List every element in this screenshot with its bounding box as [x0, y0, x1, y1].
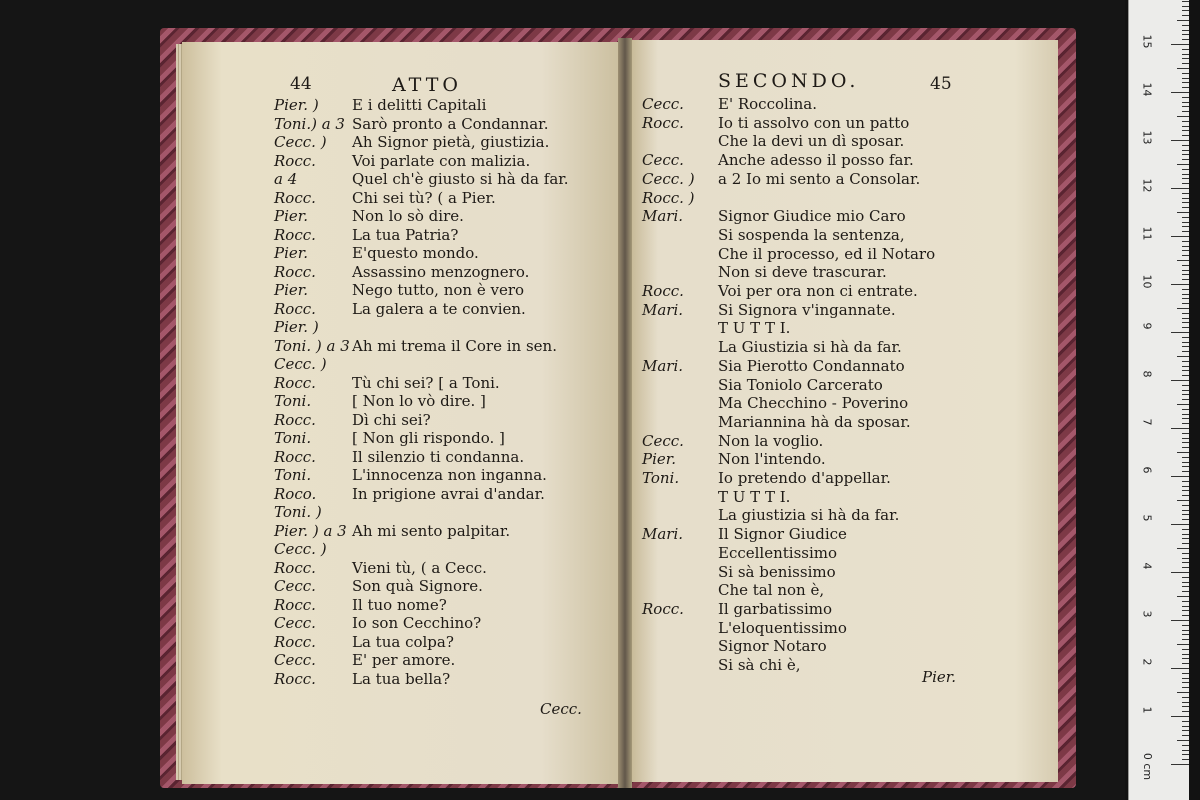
left-line-speaker: Rocc.	[274, 299, 316, 318]
ruler-tick	[1182, 193, 1189, 194]
ruler-tick	[1182, 466, 1189, 467]
ruler-tick	[1171, 284, 1189, 285]
ruler-tick	[1171, 428, 1189, 429]
ruler-tick	[1182, 327, 1189, 328]
ruler-number: 11	[1140, 226, 1154, 241]
left-line-verse: La galera a te convien.	[352, 299, 526, 318]
ruler-tick	[1171, 620, 1189, 621]
right-line-verse: L'eloquentissimo	[718, 618, 847, 637]
ruler-unit: 0 cm	[1141, 752, 1155, 781]
right-line-speaker: Rocc.	[642, 282, 684, 300]
ruler-tick	[1182, 10, 1189, 11]
right-line-verse: Signor Notaro	[718, 637, 827, 656]
ruler-tick	[1182, 58, 1189, 59]
right-catchword: Pier.	[922, 668, 957, 686]
right-line-verse: Non si deve trascurar.	[718, 263, 887, 282]
left-line-verse: Dì chi sei?	[352, 410, 431, 429]
ruler-tick	[1182, 78, 1189, 79]
left-line-speaker: Pier.	[274, 244, 309, 262]
left-line-verse: Chi sei tù? ( a Pier.	[352, 188, 496, 207]
ruler-tick	[1182, 538, 1189, 539]
ruler-tick	[1182, 130, 1189, 131]
ruler-tick	[1182, 726, 1189, 727]
left-line-verse: Assassino menzognero.	[352, 262, 530, 281]
ruler-tick	[1171, 332, 1189, 333]
right-line-verse: Eccellentissimo	[718, 543, 838, 562]
ruler-number: 14	[1140, 82, 1154, 97]
ruler-tick	[1182, 745, 1189, 746]
ruler-tick	[1182, 721, 1189, 722]
right-line-verse: Ma Checchino - Poverino	[718, 394, 909, 413]
left-line-speaker: Rocc.	[274, 669, 316, 688]
left-line-verse: Quel ch'è giusto si hà da far.	[352, 170, 569, 188]
left-line-speaker: Cecc.	[274, 651, 316, 669]
ruler-tick	[1182, 49, 1189, 50]
left-line-speaker: Toni.) a 3	[274, 114, 345, 133]
ruler-tick	[1182, 447, 1189, 448]
left-page-number: 44	[290, 74, 312, 94]
ruler-tick	[1182, 135, 1189, 136]
left-line-speaker: Rocc.	[274, 373, 316, 392]
right-line-speaker: Mari.	[642, 207, 684, 226]
right-line-verse: La Giustizia si hà da far.	[718, 338, 902, 357]
ruler-number: 10	[1140, 274, 1154, 289]
ruler-tick	[1182, 558, 1189, 559]
ruler-tick	[1171, 524, 1189, 525]
ruler-tick	[1182, 270, 1189, 271]
ruler-tick	[1182, 274, 1189, 275]
ruler-tick	[1182, 582, 1189, 583]
left-line-verse: La tua Patria?	[352, 225, 459, 244]
ruler-tick	[1182, 514, 1189, 515]
ruler-number: 4	[1140, 562, 1154, 570]
ruler-tick	[1182, 399, 1189, 400]
left-line-verse: E i delitti Capitali	[352, 96, 487, 114]
ruler-tick	[1171, 140, 1189, 141]
ruler-number: 9	[1140, 322, 1154, 330]
ruler-tick	[1182, 730, 1189, 731]
ruler-tick	[1182, 34, 1189, 35]
ruler-tick	[1182, 433, 1189, 434]
ruler-tick	[1182, 207, 1189, 208]
ruler-tick	[1182, 145, 1189, 146]
ruler-tick	[1182, 697, 1189, 698]
ruler-tick	[1182, 553, 1189, 554]
ruler-tick	[1177, 20, 1189, 21]
left-catchword: Cecc.	[540, 700, 582, 718]
ruler-tick	[1182, 591, 1189, 592]
ruler-tick	[1182, 658, 1189, 659]
ruler-tick	[1182, 375, 1189, 376]
right-line-verse: Io ti assolvo con un patto	[718, 113, 910, 132]
ruler-tick	[1182, 471, 1189, 472]
ruler-tick	[1182, 294, 1189, 295]
ruler-tick	[1182, 178, 1189, 179]
left-line-speaker: Cecc. )	[274, 540, 327, 558]
ruler-tick	[1182, 150, 1189, 151]
ruler-tick	[1182, 342, 1189, 343]
ruler-tick	[1182, 562, 1189, 563]
ruler-tick	[1177, 500, 1189, 501]
ruler-tick	[1182, 687, 1189, 688]
ruler-tick	[1182, 505, 1189, 506]
ruler-tick	[1182, 610, 1189, 611]
ruler-tick	[1177, 68, 1189, 69]
left-line-verse: Son quà Signore.	[352, 577, 483, 595]
right-line-verse: Si sà chi è,	[718, 656, 801, 674]
ruler-tick	[1182, 298, 1189, 299]
ruler-tick	[1182, 639, 1189, 640]
ruler-tick	[1182, 111, 1189, 112]
left-line-verse: Tù chi sei? [ a Toni.	[352, 373, 500, 392]
ruler-tick	[1182, 30, 1189, 31]
right-line-verse: Si sà benissimo	[718, 562, 836, 581]
ruler-tick	[1182, 222, 1189, 223]
ruler-tick	[1177, 260, 1189, 261]
ruler-tick	[1182, 711, 1189, 712]
ruler-tick	[1182, 73, 1189, 74]
left-line-speaker: Rocc.	[274, 151, 316, 170]
ruler-tick	[1177, 404, 1189, 405]
left-line-speaker: Pier.	[274, 207, 309, 225]
ruler-tick	[1182, 183, 1189, 184]
left-line-speaker: Toni. ) a 3	[274, 336, 350, 355]
left-line-verse: Ah mi trema il Core in sen.	[352, 336, 557, 355]
left-line-speaker: Toni.	[274, 429, 312, 447]
left-line-verse: [ Non gli rispondo. ]	[352, 429, 505, 447]
ruler-tick	[1182, 682, 1189, 683]
ruler-tick	[1182, 495, 1189, 496]
ruler-tick	[1177, 212, 1189, 213]
ruler-tick	[1182, 390, 1189, 391]
ruler-tick	[1171, 764, 1189, 765]
ruler-tick	[1182, 606, 1189, 607]
left-line-speaker: Rocc.	[274, 188, 316, 207]
left-line-speaker: Rocc.	[274, 632, 316, 651]
left-line-speaker: Rocc.	[274, 558, 316, 577]
ruler-tick	[1182, 654, 1189, 655]
left-line-verse: Vieni tù, ( a Cecc.	[352, 558, 487, 577]
right-line-speaker: Cecc.	[642, 151, 684, 170]
left-line-verse: Nego tutto, non è vero	[352, 281, 525, 299]
ruler-tick	[1182, 102, 1189, 103]
left-line-verse: Il tuo nome?	[352, 595, 447, 614]
ruler-tick	[1182, 174, 1189, 175]
ruler-number: 8	[1140, 370, 1154, 378]
right-line-verse: Si Signora v'ingannate.	[718, 300, 896, 319]
ruler-number: 3	[1140, 610, 1154, 618]
ruler-number: 7	[1140, 418, 1154, 426]
ruler-tick	[1182, 87, 1189, 88]
ruler-tick	[1182, 337, 1189, 338]
left-line-speaker: Rocc.	[274, 225, 316, 244]
left-line-speaker: Pier. )	[274, 96, 319, 114]
ruler-tick	[1182, 438, 1189, 439]
ruler-tick	[1182, 255, 1189, 256]
ruler-tick	[1182, 54, 1189, 55]
left-line-speaker: Rocc.	[274, 595, 316, 614]
ruler-number: 1	[1140, 706, 1154, 714]
ruler-number: 5	[1140, 514, 1154, 522]
ruler-tick	[1182, 265, 1189, 266]
ruler-tick	[1182, 702, 1189, 703]
ruler-tick	[1182, 313, 1189, 314]
right-line-speaker: Cecc.	[642, 431, 684, 450]
right-line-speaker: Mari.	[642, 300, 684, 319]
ruler-tick	[1182, 82, 1189, 83]
ruler-tick	[1182, 759, 1189, 760]
ruler-tick	[1182, 1, 1189, 2]
right-line-verse: Si sospenda la sentenza,	[718, 225, 905, 244]
left-line-verse: Ah mi sento palpitar.	[352, 521, 511, 540]
right-page-header: SECONDO.	[718, 70, 860, 92]
ruler-tick	[1182, 423, 1189, 424]
ruler-tick	[1182, 462, 1189, 463]
left-line-speaker: a 4	[274, 170, 298, 188]
ruler-tick	[1182, 318, 1189, 319]
ruler-tick	[1182, 121, 1189, 122]
ruler-tick	[1177, 164, 1189, 165]
left-line-speaker: Pier. )	[274, 318, 319, 336]
ruler-tick	[1177, 644, 1189, 645]
ruler-tick	[1182, 25, 1189, 26]
ruler-tick	[1182, 279, 1189, 280]
ruler-tick	[1182, 490, 1189, 491]
ruler-tick	[1182, 486, 1189, 487]
right-line-speaker: Cecc. )	[642, 169, 695, 188]
ruler-tick	[1182, 673, 1189, 674]
ruler-tick	[1182, 634, 1189, 635]
left-line-verse: Io son Cecchino?	[352, 614, 482, 632]
ruler-tick	[1182, 126, 1189, 127]
left-line-verse: La tua bella?	[352, 669, 451, 688]
ruler-tick	[1182, 366, 1189, 367]
ruler-tick	[1182, 615, 1189, 616]
ruler-tick	[1182, 303, 1189, 304]
ruler-tick	[1171, 236, 1189, 237]
ruler-tick	[1177, 740, 1189, 741]
ruler-tick	[1182, 97, 1189, 98]
right-line-speaker: Rocc.	[642, 599, 684, 618]
ruler-tick	[1177, 692, 1189, 693]
ruler-tick	[1182, 754, 1189, 755]
left-line-speaker: Toni. )	[274, 503, 322, 521]
ruler-tick	[1182, 567, 1189, 568]
ruler-tick	[1182, 678, 1189, 679]
ruler-tick	[1182, 226, 1189, 227]
ruler-tick	[1182, 409, 1189, 410]
left-page-header: ATTO	[392, 74, 462, 96]
right-line-verse: Sia Toniolo Carcerato	[718, 375, 883, 394]
ruler-tick	[1182, 543, 1189, 544]
ruler-number: 6	[1140, 466, 1154, 474]
ruler-tick	[1171, 476, 1189, 477]
ruler-tick	[1182, 39, 1189, 40]
ruler-tick	[1182, 442, 1189, 443]
ruler-tick	[1182, 630, 1189, 631]
left-line-verse: Non lo sò dire.	[352, 207, 464, 225]
left-line-verse: La tua colpa?	[352, 632, 454, 651]
right-line-verse: Che il processo, ed il Notaro	[718, 244, 936, 263]
ruler-tick	[1182, 663, 1189, 664]
right-line-verse: Il Signor Giudice	[718, 525, 847, 544]
left-line-verse: Sarò pronto a Condannar.	[352, 114, 549, 133]
ruler-tick	[1182, 649, 1189, 650]
ruler-tick	[1182, 370, 1189, 371]
ruler-tick	[1177, 356, 1189, 357]
ruler-tick	[1182, 231, 1189, 232]
measurement-ruler	[1128, 0, 1189, 800]
left-line-speaker: Rocc.	[274, 262, 316, 281]
ruler-tick	[1171, 380, 1189, 381]
ruler-number: 13	[1140, 130, 1154, 145]
left-line-verse: Ah Signor pietà, giustizia.	[352, 133, 550, 151]
left-line-verse: In prigione avrai d'andar.	[352, 484, 545, 503]
left-line-speaker: Cecc.	[274, 577, 316, 595]
ruler-tick	[1182, 241, 1189, 242]
left-line-speaker: Toni.	[274, 466, 312, 484]
right-line-verse: Non l'intendo.	[718, 450, 826, 469]
right-line-speaker: Mari.	[642, 356, 684, 375]
left-line-speaker: Toni.	[274, 392, 312, 410]
ruler-tick	[1182, 529, 1189, 530]
ruler-tick	[1182, 510, 1189, 511]
left-line-speaker: Rocc.	[274, 447, 316, 466]
right-line-speaker: Toni.	[642, 469, 680, 487]
ruler-tick	[1177, 116, 1189, 117]
book-gutter	[618, 38, 632, 788]
ruler-tick	[1182, 106, 1189, 107]
ruler-tick	[1182, 361, 1189, 362]
ruler-tick	[1182, 601, 1189, 602]
ruler-tick	[1182, 414, 1189, 415]
ruler-tick	[1182, 322, 1189, 323]
ruler-tick	[1177, 452, 1189, 453]
ruler-number: 2	[1140, 658, 1154, 666]
ruler-tick	[1182, 519, 1189, 520]
ruler-tick	[1182, 534, 1189, 535]
ruler-tick	[1182, 625, 1189, 626]
ruler-tick	[1182, 750, 1189, 751]
ruler-tick	[1177, 548, 1189, 549]
ruler-number: 15	[1140, 34, 1154, 49]
ruler-number: 12	[1140, 178, 1154, 193]
right-line-verse: T U T T I.	[718, 319, 791, 338]
ruler-tick	[1182, 351, 1189, 352]
ruler-tick	[1182, 289, 1189, 290]
right-line-verse: Voi per ora non ci entrate.	[718, 282, 918, 300]
ruler-tick	[1182, 577, 1189, 578]
right-line-verse: a 2 Io mi sento a Consolar.	[718, 169, 921, 188]
ruler-tick	[1182, 154, 1189, 155]
ruler-tick	[1182, 15, 1189, 16]
right-line-speaker: Mari.	[642, 525, 684, 544]
right-line-verse: Che tal non è,	[718, 581, 825, 600]
left-line-speaker: Rocc.	[274, 410, 316, 429]
right-line-speaker: Rocc. )	[642, 188, 695, 207]
left-line-verse: E'questo mondo.	[352, 244, 479, 262]
ruler-tick	[1182, 346, 1189, 347]
ruler-tick	[1171, 572, 1189, 573]
right-line-verse: E' Roccolina.	[718, 95, 817, 113]
ruler-tick	[1182, 481, 1189, 482]
right-line-verse: Che la devi un dì sposar.	[718, 132, 905, 151]
ruler-tick	[1182, 394, 1189, 395]
ruler-tick	[1182, 6, 1189, 7]
ruler-tick	[1177, 308, 1189, 309]
ruler-tick	[1182, 246, 1189, 247]
ruler-tick	[1182, 385, 1189, 386]
right-line-verse: Anche adesso il posso far.	[718, 151, 914, 170]
ruler-tick	[1182, 457, 1189, 458]
ruler-tick	[1171, 188, 1189, 189]
ruler-tick	[1182, 217, 1189, 218]
right-line-verse: Signor Giudice mio Caro	[718, 207, 906, 226]
ruler-tick	[1182, 159, 1189, 160]
left-line-verse: L'innocenza non inganna.	[352, 466, 547, 484]
right-line-verse: Io pretendo d'appellar.	[718, 469, 891, 487]
left-line-speaker: Roco.	[274, 484, 317, 503]
ruler-tick	[1182, 418, 1189, 419]
ruler-tick	[1182, 169, 1189, 170]
ruler-tick	[1171, 668, 1189, 669]
right-line-verse: T U T T I.	[718, 487, 791, 506]
right-line-speaker: Rocc.	[642, 113, 684, 132]
left-line-speaker: Cecc. )	[274, 133, 327, 151]
right-line-verse: La giustizia si hà da far.	[718, 506, 900, 525]
ruler-tick	[1182, 706, 1189, 707]
right-line-speaker: Cecc.	[642, 95, 684, 113]
left-line-verse: E' per amore.	[352, 651, 456, 669]
left-line-speaker: Cecc.	[274, 614, 316, 632]
right-line-verse: Il garbatissimo	[718, 599, 833, 618]
ruler-tick	[1182, 586, 1189, 587]
ruler-tick	[1171, 92, 1189, 93]
right-line-verse: Sia Pierotto Condannato	[718, 356, 905, 375]
ruler-tick	[1171, 44, 1189, 45]
right-line-verse: Non la voglio.	[718, 431, 824, 450]
left-line-verse: Il silenzio ti condanna.	[352, 447, 525, 466]
right-line-verse: Mariannina hà da sposar.	[718, 412, 911, 431]
ruler-tick	[1177, 596, 1189, 597]
ruler-tick	[1182, 250, 1189, 251]
ruler-tick	[1182, 202, 1189, 203]
left-line-verse: Voi parlate con malizia.	[352, 151, 531, 170]
ruler-tick	[1182, 63, 1189, 64]
left-line-speaker: Cecc. )	[274, 355, 327, 373]
ruler-tick	[1171, 716, 1189, 717]
right-page-number: 45	[930, 74, 952, 94]
ruler-tick	[1182, 735, 1189, 736]
ruler-tick	[1182, 198, 1189, 199]
left-line-speaker: Pier.	[274, 281, 309, 299]
left-line-speaker: Pier. ) a 3	[274, 521, 347, 540]
left-line-verse: [ Non lo vò dire. ]	[352, 392, 486, 410]
right-line-speaker: Pier.	[642, 450, 677, 469]
